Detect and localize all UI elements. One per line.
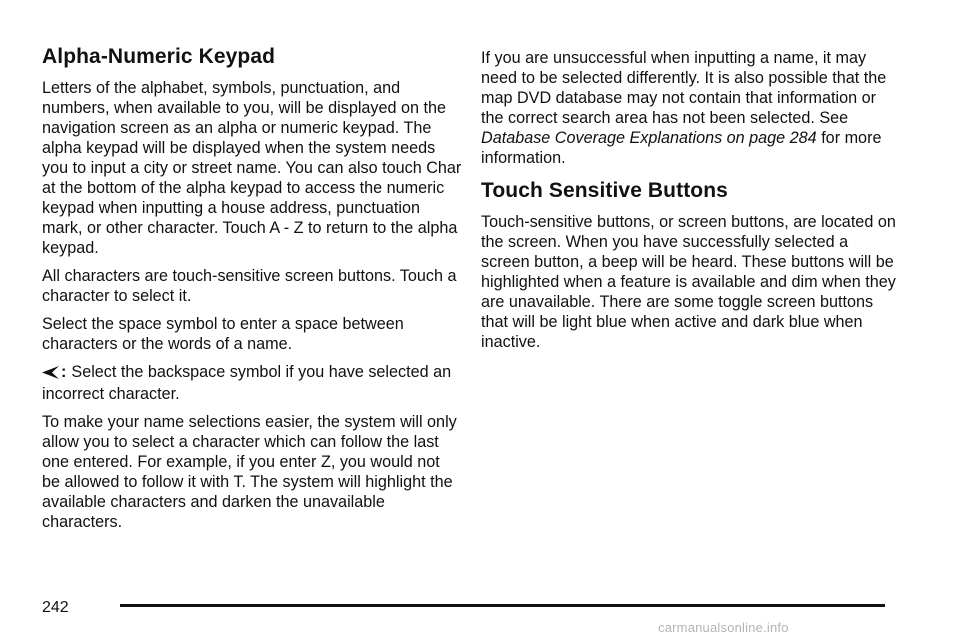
paragraph-backspace xyxy=(42,362,462,404)
backspace-description: Select the backspace symbol if you have selected an incorrect character. xyxy=(42,363,452,403)
paragraph-space-symbol: Select the space symbol to enter a space between characters or the words of a name. xyxy=(42,315,404,353)
footer-rule xyxy=(120,604,885,607)
page-number: 242 xyxy=(42,599,69,616)
watermark: carmanualsonline.info xyxy=(658,620,789,635)
section-heading-touch-sensitive-buttons: Touch Sensitive Buttons xyxy=(481,179,728,202)
backspace-icon xyxy=(42,364,59,384)
paragraph-touch-characters: All characters are touch-sensitive screen buttons. Touch a character to select it. xyxy=(42,267,457,305)
right-column xyxy=(481,48,901,360)
page-footer xyxy=(42,596,902,620)
backspace-colon: : xyxy=(61,363,67,381)
left-column xyxy=(42,44,462,540)
section-heading-alpha-numeric-keypad: Alpha-Numeric Keypad xyxy=(42,45,276,68)
paragraph-unsuccessful-input xyxy=(481,48,901,168)
paragraph-name-selection: To make your name selections easier, the system will only allow you to select a character which can follow the last one entered. For example, if you enter Z, you would not be allowed to follow it with T. The system will highlight the available characters and darken the unavailable characters. xyxy=(42,413,457,531)
cross-reference-link[interactable]: Database Coverage Explanations on page 284 xyxy=(481,129,817,147)
unsuccessful-input-tail: for more information. xyxy=(481,129,882,167)
paragraph-keypad-intro: Letters of the alphabet, symbols, punctuation, and numbers, when available to you, will be displayed on the navigation screen as an alpha or numeric keypad. The alpha keypad will be displayed when the system needs you to input a city or street name. You can also touch Char at the bottom of the alpha keypad to access the numeric keypad when inputting a house address, punctuation mark, or other character. Touch A - Z to return to the alpha keypad. xyxy=(42,79,462,257)
paragraph-touch-buttons: Touch-sensitive buttons, or screen buttons, are located on the screen. When you have successfully selected a screen button, a beep will be heard. These buttons will be highlighted when a feature is available and dim when they are unavailable. There are some toggle screen buttons that will be light blue when active and dark blue when inactive. xyxy=(481,213,896,351)
unsuccessful-input-text: If you are unsuccessful when inputting a name, it may need to be selected differently. It is also possible that the map DVD database may not contain that information or the correct search area has not been selected. See xyxy=(481,49,887,127)
